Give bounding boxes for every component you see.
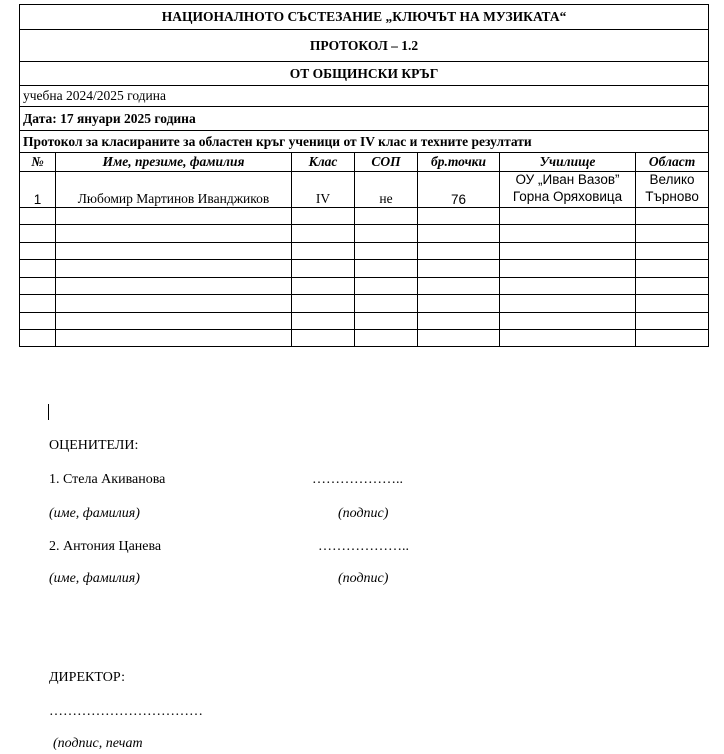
col-header-grade: Клас (292, 153, 355, 172)
empty-row (20, 330, 709, 347)
cell-school (500, 172, 636, 208)
evaluator-2-signature-dots: ……………….. (318, 539, 409, 554)
cell-school-line1: ОУ „Иван Вазов” (515, 172, 620, 187)
competition-title: НАЦИОНАЛНОТО СЪСТЕЗАНИЕ „КЛЮЧЪТ НА МУЗИКАТА“ (20, 5, 709, 30)
director-signature-dots: …………………………… (49, 704, 203, 719)
protocol-number: ПРОТОКОЛ – 1.2 (20, 30, 709, 62)
evaluators-heading: ОЦЕНИТЕЛИ: (49, 438, 139, 453)
cell-region-line2: Търново (645, 188, 699, 204)
cell-sop: не (355, 172, 418, 208)
round-title: ОТ ОБЩИНСКИ КРЪГ (20, 62, 709, 86)
protocol-table (19, 4, 709, 347)
col-header-region: Област (636, 153, 709, 172)
cell-region-line1: Велико (649, 172, 695, 187)
director-caption: (подпис, печат (53, 736, 143, 751)
column-header-row (20, 153, 709, 172)
empty-row (20, 313, 709, 330)
empty-row (20, 225, 709, 243)
cell-school-line2: Горна Оряховица (512, 188, 623, 204)
col-header-points: бр.точки (418, 153, 500, 172)
evaluator-1-sign-caption: (подпис) (338, 506, 389, 521)
protocol-description: Протокол за класираните за областен кръг ученици от IV клас и техните резултати (20, 131, 709, 153)
empty-row (20, 243, 709, 260)
cell-region (636, 172, 709, 208)
director-heading: ДИРЕКТОР: (49, 670, 126, 685)
cell-name: Любомир Мартинов Иванджиков (56, 172, 292, 208)
empty-row (20, 295, 709, 313)
col-header-school: Училище (500, 153, 636, 172)
evaluator-2-sign-caption: (подпис) (338, 571, 389, 586)
empty-row (20, 260, 709, 278)
evaluator-2-name: 2. Антония Цанева (49, 539, 162, 554)
text-cursor[interactable] (48, 404, 49, 420)
cell-number: 1 (20, 172, 56, 208)
cell-grade: IV (292, 172, 355, 208)
cell-points: 76 (418, 172, 500, 208)
evaluator-2-name-caption: (име, фамилия) (49, 571, 140, 586)
col-header-number: № (20, 153, 56, 172)
col-header-name: Име, презиме, фамилия (56, 153, 292, 172)
evaluator-1-signature-dots: ……………….. (312, 472, 403, 487)
school-year: учебна 2024/2025 година (20, 86, 709, 107)
empty-row (20, 208, 709, 225)
table-row (20, 172, 709, 208)
evaluator-1-name: 1. Стела Акиванова (49, 472, 166, 487)
protocol-date: Дата: 17 януари 2025 година (20, 107, 709, 131)
col-header-sop: СОП (355, 153, 418, 172)
empty-row (20, 278, 709, 295)
evaluator-1-name-caption: (име, фамилия) (49, 506, 140, 521)
